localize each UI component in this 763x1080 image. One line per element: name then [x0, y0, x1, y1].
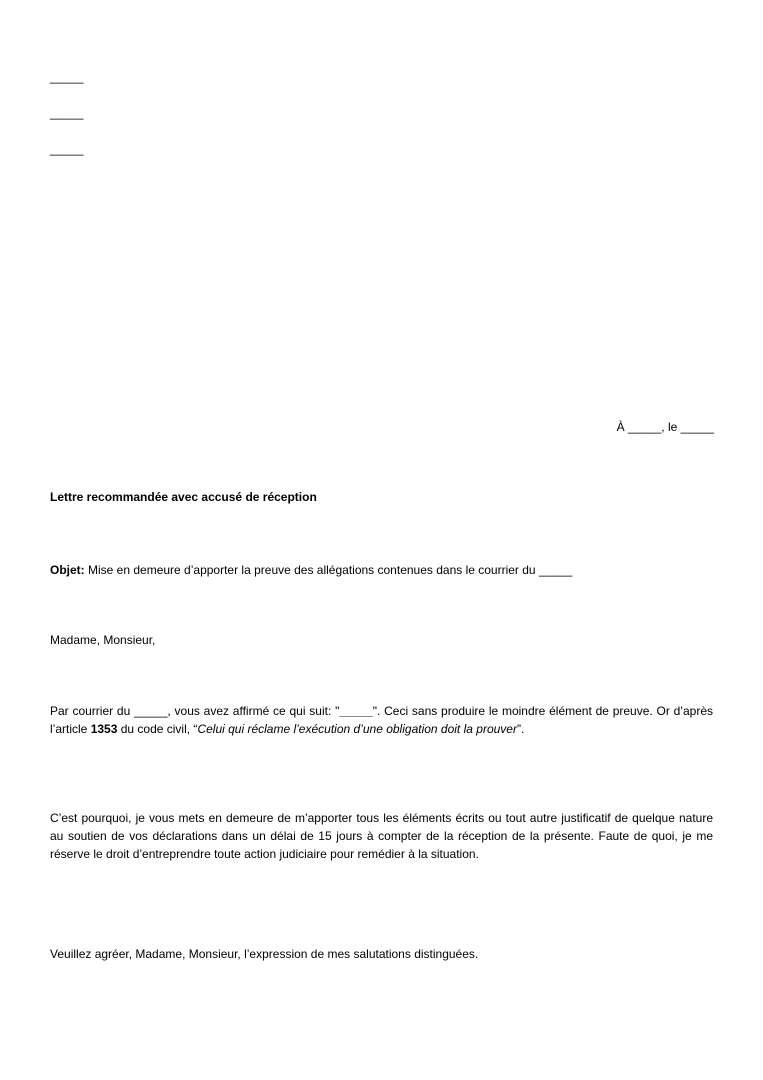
- paragraph1-part3: du code civil, “: [117, 722, 198, 736]
- quote-blank: _____: [339, 704, 373, 718]
- subject-line: [50, 561, 713, 579]
- sender-city-blank: _____: [50, 142, 84, 156]
- sender-name-blank: _____: [50, 70, 84, 84]
- place-blank: _____: [627, 420, 662, 434]
- closing-salutation: Veuillez agréer, Madame, Monsieur, l’expression de mes salutations distinguées.: [50, 947, 479, 961]
- place-date-line: [617, 418, 714, 436]
- greeting: Madame, Monsieur,: [50, 633, 156, 647]
- article-number: 1353: [90, 722, 118, 736]
- date-separator: , le: [661, 420, 681, 434]
- date-blank: _____: [680, 420, 714, 434]
- letter-type-heading: Lettre recommandée avec accusé de réception: [50, 490, 317, 504]
- sender-address-blank: _____: [50, 106, 84, 120]
- subject-text: Mise en demeure d’apporter la preuve des allégations contenues dans le courrier du _____: [84, 563, 573, 577]
- paragraph1-part1: Par courrier du _____, vous avez affirmé ce qui suit: ": [50, 704, 340, 718]
- paragraph1-part4: ”.: [516, 722, 525, 736]
- place-prefix: À: [616, 420, 628, 434]
- civil-code-citation: Celui qui réclame l’exécution d’une obligation doit la prouver: [197, 722, 517, 736]
- paragraph1-part2: ". Ceci sans produire le moindre élément de preuve. Or d’après l’article: [50, 704, 713, 736]
- paragraph-allegation: [50, 702, 713, 738]
- subject-label: Objet:: [50, 563, 85, 577]
- paragraph-formal-notice: C’est pourquoi, je vous mets en demeure de m’apporter tous les éléments écrits ou tout autre justificatif de quelque nature au soutien de vos déclarations dans un délai de 15 jours à compter de la réception de la présente. Faute de quoi, je me réserve le droit d’entreprendre toute action judiciaire pour remédier à la situation.: [50, 811, 713, 861]
